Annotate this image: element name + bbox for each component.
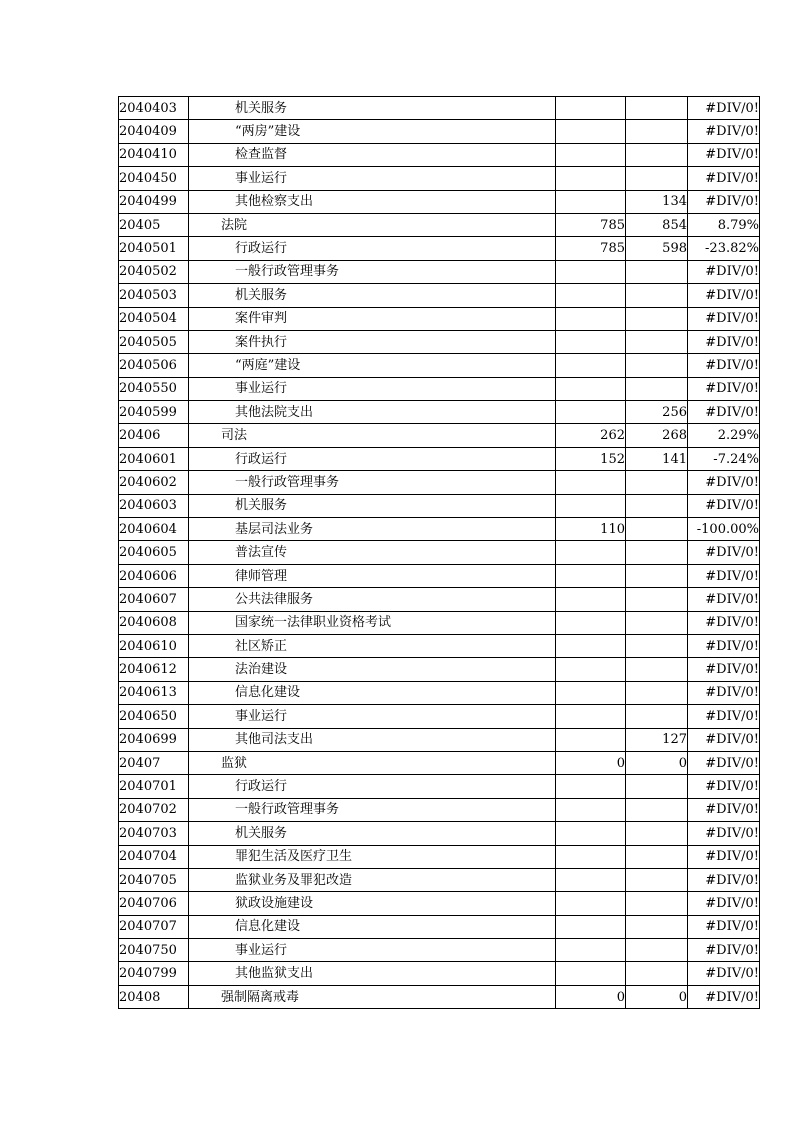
row-rate-cell: #DIV/0!	[688, 471, 760, 494]
row-name-cell: 事业运行	[189, 167, 556, 190]
row-value-a-cell: 0	[556, 985, 626, 1008]
table-row	[119, 424, 760, 447]
row-rate-cell: -7.24%	[688, 447, 760, 470]
row-value-a-cell	[556, 962, 626, 985]
row-rate-cell: #DIV/0!	[688, 681, 760, 704]
row-rate-cell: #DIV/0!	[688, 541, 760, 564]
table-row	[119, 915, 760, 938]
row-code-cell: 2040504	[119, 307, 189, 330]
row-value-b-cell	[626, 798, 688, 821]
table-row	[119, 611, 760, 634]
row-name-cell: 事业运行	[189, 939, 556, 962]
row-code-cell: 2040613	[119, 681, 189, 704]
table-row	[119, 658, 760, 681]
row-code-cell: 2040608	[119, 611, 189, 634]
row-rate-cell: #DIV/0!	[688, 97, 760, 120]
row-value-b-cell	[626, 167, 688, 190]
table-row	[119, 237, 760, 260]
row-rate-cell: #DIV/0!	[688, 939, 760, 962]
row-value-b-cell	[626, 868, 688, 891]
table-row	[119, 307, 760, 330]
row-name-cell: 机关服务	[189, 97, 556, 120]
row-value-b-cell	[626, 494, 688, 517]
table-row	[119, 213, 760, 236]
row-rate-cell: #DIV/0!	[688, 307, 760, 330]
row-name-cell: 行政运行	[189, 447, 556, 470]
row-name-cell: 信息化建设	[189, 681, 556, 704]
table-row	[119, 97, 760, 120]
row-code-cell: 2040502	[119, 260, 189, 283]
row-value-a-cell	[556, 728, 626, 751]
row-value-a-cell: 785	[556, 213, 626, 236]
budget-table	[118, 96, 760, 1009]
row-name-cell: 一般行政管理事务	[189, 260, 556, 283]
table-row	[119, 588, 760, 611]
row-value-a-cell	[556, 681, 626, 704]
row-value-a-cell	[556, 939, 626, 962]
row-name-cell: 机关服务	[189, 284, 556, 307]
row-value-b-cell	[626, 634, 688, 657]
row-name-cell: 行政运行	[189, 775, 556, 798]
row-code-cell: 2040599	[119, 401, 189, 424]
table-row	[119, 167, 760, 190]
row-value-b-cell: 854	[626, 213, 688, 236]
row-name-cell: 检查监督	[189, 143, 556, 166]
row-value-a-cell	[556, 798, 626, 821]
row-name-cell: 一般行政管理事务	[189, 471, 556, 494]
row-name-cell: 机关服务	[189, 494, 556, 517]
row-name-cell: 行政运行	[189, 237, 556, 260]
row-value-b-cell	[626, 354, 688, 377]
table-row	[119, 120, 760, 143]
row-value-b-cell	[626, 892, 688, 915]
row-value-b-cell	[626, 588, 688, 611]
row-value-b-cell	[626, 681, 688, 704]
row-code-cell: 2040499	[119, 190, 189, 213]
row-name-cell: 一般行政管理事务	[189, 798, 556, 821]
table-row	[119, 330, 760, 353]
row-value-b-cell	[626, 775, 688, 798]
row-rate-cell: 8.79%	[688, 213, 760, 236]
row-value-b-cell	[626, 822, 688, 845]
row-name-cell: 普法宣传	[189, 541, 556, 564]
row-name-cell: 法治建设	[189, 658, 556, 681]
row-value-a-cell	[556, 705, 626, 728]
row-value-a-cell	[556, 190, 626, 213]
row-rate-cell: #DIV/0!	[688, 120, 760, 143]
row-value-a-cell	[556, 892, 626, 915]
row-value-a-cell	[556, 471, 626, 494]
table-row	[119, 564, 760, 587]
row-code-cell: 2040799	[119, 962, 189, 985]
row-value-b-cell: 127	[626, 728, 688, 751]
row-value-a-cell	[556, 120, 626, 143]
row-code-cell: 2040550	[119, 377, 189, 400]
table-row	[119, 822, 760, 845]
row-code-cell: 2040602	[119, 471, 189, 494]
row-value-b-cell	[626, 541, 688, 564]
row-name-cell: 事业运行	[189, 705, 556, 728]
row-value-b-cell	[626, 471, 688, 494]
row-value-b-cell	[626, 377, 688, 400]
table-row	[119, 798, 760, 821]
row-rate-cell: #DIV/0!	[688, 892, 760, 915]
row-value-b-cell	[626, 284, 688, 307]
row-code-cell: 2040702	[119, 798, 189, 821]
row-name-cell: 监狱	[189, 751, 556, 774]
table-row	[119, 401, 760, 424]
row-rate-cell: #DIV/0!	[688, 611, 760, 634]
row-code-cell: 2040601	[119, 447, 189, 470]
row-name-cell: 公共法律服务	[189, 588, 556, 611]
row-value-b-cell	[626, 307, 688, 330]
row-code-cell: 2040603	[119, 494, 189, 517]
row-value-b-cell	[626, 564, 688, 587]
row-value-b-cell	[626, 658, 688, 681]
row-value-b-cell	[626, 143, 688, 166]
row-rate-cell: #DIV/0!	[688, 354, 760, 377]
table-row	[119, 751, 760, 774]
row-name-cell: 机关服务	[189, 822, 556, 845]
row-rate-cell: 2.29%	[688, 424, 760, 447]
row-value-b-cell	[626, 962, 688, 985]
table-row	[119, 190, 760, 213]
row-value-a-cell	[556, 868, 626, 891]
row-rate-cell: #DIV/0!	[688, 915, 760, 938]
row-rate-cell: #DIV/0!	[688, 705, 760, 728]
row-value-b-cell: 256	[626, 401, 688, 424]
row-value-a-cell: 262	[556, 424, 626, 447]
row-rate-cell: #DIV/0!	[688, 798, 760, 821]
row-value-a-cell	[556, 634, 626, 657]
row-name-cell: 监狱业务及罪犯改造	[189, 868, 556, 891]
row-name-cell: 律师管理	[189, 564, 556, 587]
row-code-cell: 2040704	[119, 845, 189, 868]
row-code-cell: 2040612	[119, 658, 189, 681]
row-name-cell: 其他检察支出	[189, 190, 556, 213]
row-rate-cell: #DIV/0!	[688, 728, 760, 751]
table-row	[119, 377, 760, 400]
row-rate-cell: -100.00%	[688, 518, 760, 541]
table-row	[119, 892, 760, 915]
row-rate-cell: #DIV/0!	[688, 588, 760, 611]
row-code-cell: 2040505	[119, 330, 189, 353]
row-value-b-cell	[626, 705, 688, 728]
table-row	[119, 939, 760, 962]
row-name-cell: 其他司法支出	[189, 728, 556, 751]
table-row	[119, 681, 760, 704]
row-code-cell: 2040703	[119, 822, 189, 845]
row-rate-cell: #DIV/0!	[688, 401, 760, 424]
row-rate-cell: #DIV/0!	[688, 494, 760, 517]
row-value-b-cell: 0	[626, 985, 688, 1008]
table-row	[119, 518, 760, 541]
row-value-b-cell	[626, 611, 688, 634]
row-code-cell: 2040705	[119, 868, 189, 891]
row-value-b-cell: 598	[626, 237, 688, 260]
table-row	[119, 775, 760, 798]
row-code-cell: 2040506	[119, 354, 189, 377]
table-row	[119, 447, 760, 470]
row-name-cell: 社区矫正	[189, 634, 556, 657]
table-row	[119, 962, 760, 985]
row-rate-cell: #DIV/0!	[688, 985, 760, 1008]
table-row	[119, 354, 760, 377]
row-rate-cell: #DIV/0!	[688, 845, 760, 868]
table-body	[119, 97, 760, 1009]
row-value-a-cell	[556, 401, 626, 424]
row-rate-cell: #DIV/0!	[688, 658, 760, 681]
row-code-cell: 20406	[119, 424, 189, 447]
row-code-cell: 2040701	[119, 775, 189, 798]
row-rate-cell: #DIV/0!	[688, 143, 760, 166]
row-value-a-cell	[556, 611, 626, 634]
row-value-a-cell	[556, 541, 626, 564]
row-value-a-cell	[556, 845, 626, 868]
row-value-a-cell: 152	[556, 447, 626, 470]
table-row	[119, 143, 760, 166]
row-code-cell: 2040699	[119, 728, 189, 751]
row-name-cell: “两房”建设	[189, 120, 556, 143]
row-code-cell: 2040501	[119, 237, 189, 260]
row-value-b-cell	[626, 845, 688, 868]
row-rate-cell: #DIV/0!	[688, 284, 760, 307]
row-rate-cell: #DIV/0!	[688, 775, 760, 798]
row-code-cell: 2040707	[119, 915, 189, 938]
row-value-b-cell: 268	[626, 424, 688, 447]
row-rate-cell: #DIV/0!	[688, 167, 760, 190]
row-name-cell: 案件审判	[189, 307, 556, 330]
row-code-cell: 2040450	[119, 167, 189, 190]
row-code-cell: 2040604	[119, 518, 189, 541]
row-value-b-cell: 141	[626, 447, 688, 470]
row-rate-cell: #DIV/0!	[688, 751, 760, 774]
row-code-cell: 2040503	[119, 284, 189, 307]
row-rate-cell: #DIV/0!	[688, 634, 760, 657]
row-rate-cell: #DIV/0!	[688, 190, 760, 213]
row-rate-cell: -23.82%	[688, 237, 760, 260]
row-value-b-cell: 0	[626, 751, 688, 774]
row-name-cell: 狱政设施建设	[189, 892, 556, 915]
row-code-cell: 2040706	[119, 892, 189, 915]
row-value-b-cell	[626, 915, 688, 938]
row-name-cell: 强制隔离戒毒	[189, 985, 556, 1008]
row-code-cell: 2040607	[119, 588, 189, 611]
table-row	[119, 284, 760, 307]
row-name-cell: 信息化建设	[189, 915, 556, 938]
row-value-a-cell	[556, 143, 626, 166]
row-value-b-cell	[626, 97, 688, 120]
row-code-cell: 2040750	[119, 939, 189, 962]
row-value-b-cell	[626, 330, 688, 353]
row-code-cell: 20408	[119, 985, 189, 1008]
table-row	[119, 494, 760, 517]
row-name-cell: 案件执行	[189, 330, 556, 353]
row-value-b-cell	[626, 120, 688, 143]
table-row	[119, 728, 760, 751]
row-code-cell: 2040410	[119, 143, 189, 166]
row-name-cell: 基层司法业务	[189, 518, 556, 541]
row-value-a-cell	[556, 330, 626, 353]
row-value-b-cell	[626, 518, 688, 541]
row-value-a-cell	[556, 97, 626, 120]
row-name-cell: 其他法院支出	[189, 401, 556, 424]
row-value-a-cell	[556, 588, 626, 611]
table-row	[119, 705, 760, 728]
row-name-cell: 事业运行	[189, 377, 556, 400]
row-name-cell: 国家统一法律职业资格考试	[189, 611, 556, 634]
row-name-cell: 其他监狱支出	[189, 962, 556, 985]
row-name-cell: 罪犯生活及医疗卫生	[189, 845, 556, 868]
row-value-a-cell	[556, 167, 626, 190]
row-rate-cell: #DIV/0!	[688, 822, 760, 845]
table-row	[119, 260, 760, 283]
table-row	[119, 868, 760, 891]
row-code-cell: 2040403	[119, 97, 189, 120]
table-row	[119, 541, 760, 564]
table-row	[119, 985, 760, 1008]
row-code-cell: 2040606	[119, 564, 189, 587]
row-rate-cell: #DIV/0!	[688, 260, 760, 283]
row-value-a-cell	[556, 915, 626, 938]
row-name-cell: 法院	[189, 213, 556, 236]
row-value-a-cell	[556, 564, 626, 587]
row-value-a-cell: 785	[556, 237, 626, 260]
row-name-cell: “两庭”建设	[189, 354, 556, 377]
row-rate-cell: #DIV/0!	[688, 564, 760, 587]
row-code-cell: 2040610	[119, 634, 189, 657]
row-value-a-cell	[556, 775, 626, 798]
row-value-a-cell	[556, 354, 626, 377]
row-name-cell: 司法	[189, 424, 556, 447]
row-value-a-cell: 0	[556, 751, 626, 774]
row-code-cell: 20407	[119, 751, 189, 774]
row-value-b-cell: 134	[626, 190, 688, 213]
row-value-a-cell	[556, 822, 626, 845]
row-rate-cell: #DIV/0!	[688, 868, 760, 891]
row-value-a-cell	[556, 494, 626, 517]
row-code-cell: 2040650	[119, 705, 189, 728]
row-value-a-cell	[556, 377, 626, 400]
row-value-a-cell	[556, 658, 626, 681]
row-value-a-cell	[556, 260, 626, 283]
row-value-a-cell	[556, 307, 626, 330]
row-value-b-cell	[626, 260, 688, 283]
table-row	[119, 471, 760, 494]
table-row	[119, 634, 760, 657]
row-code-cell: 2040409	[119, 120, 189, 143]
row-code-cell: 2040605	[119, 541, 189, 564]
row-code-cell: 20405	[119, 213, 189, 236]
row-value-a-cell: 110	[556, 518, 626, 541]
row-rate-cell: #DIV/0!	[688, 962, 760, 985]
row-value-b-cell	[626, 939, 688, 962]
row-value-a-cell	[556, 284, 626, 307]
table-row	[119, 845, 760, 868]
row-rate-cell: #DIV/0!	[688, 330, 760, 353]
row-rate-cell: #DIV/0!	[688, 377, 760, 400]
